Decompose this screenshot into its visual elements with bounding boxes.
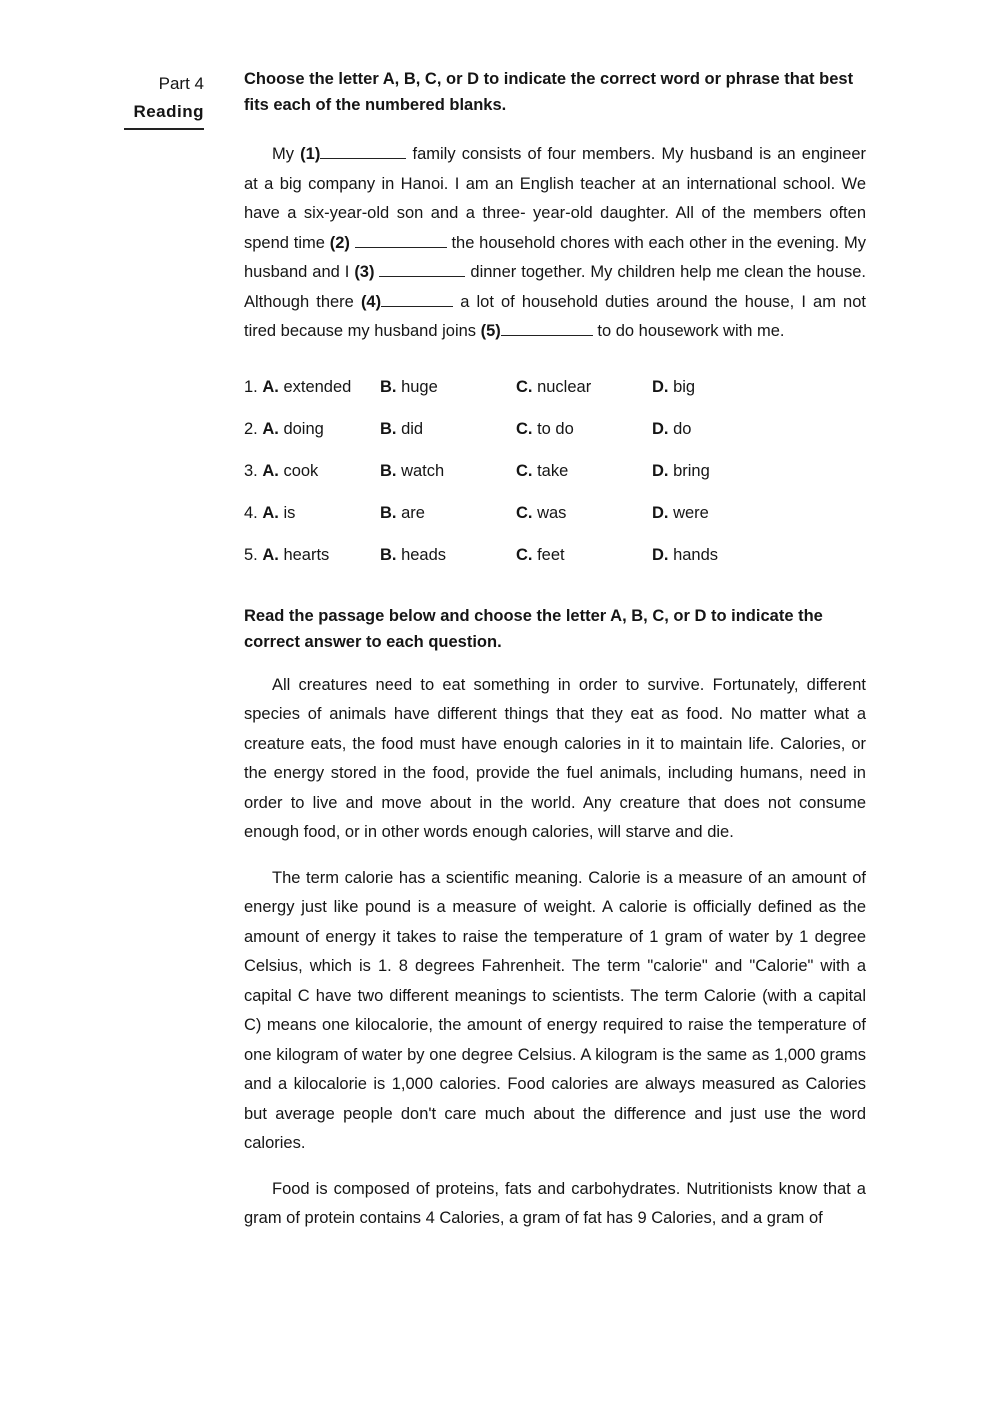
option-text: watch <box>396 462 445 480</box>
option-d[interactable] <box>652 462 788 481</box>
option-letter: C. <box>516 504 533 522</box>
option-a[interactable] <box>244 378 380 397</box>
part-number: Part 4 <box>158 74 204 93</box>
instruction-2: Read the passage below and choose the letter A, B, C, or D to indicate the correct answer to each question. <box>244 606 823 651</box>
option-b[interactable] <box>380 378 516 397</box>
option-d[interactable] <box>652 504 788 523</box>
question-row <box>244 451 866 493</box>
option-text: nuclear <box>532 378 592 396</box>
part-label <box>124 70 204 130</box>
option-text: take <box>532 462 569 480</box>
section-title: Reading <box>124 98 204 130</box>
option-letter: D. <box>652 504 669 522</box>
option-c[interactable] <box>516 462 652 481</box>
paragraph-3: Food is composed of proteins, fats and carbohydrates. Nutritionists know that a gram of protein contains 4 Calories, a gram of fat has 9 Calories, and a gram of <box>244 1179 866 1227</box>
option-a[interactable] <box>244 462 380 481</box>
option-c[interactable] <box>516 378 652 397</box>
passage-text: a lot of household duties around the house, I am not tired because my husband joins <box>244 292 866 340</box>
option-a[interactable] <box>244 420 380 439</box>
blank-number: (3) <box>354 263 375 281</box>
blank-line[interactable] <box>379 262 465 277</box>
option-text: hands <box>668 546 719 564</box>
option-b[interactable] <box>380 462 516 481</box>
passage-text: My <box>272 145 301 163</box>
option-b[interactable] <box>380 504 516 523</box>
question-number: 1. <box>244 378 258 396</box>
option-letter: A. <box>262 462 279 480</box>
option-letter: C. <box>516 546 533 564</box>
paragraph-1: All creatures need to eat something in order to survive. Fortunately, different species of animals have different things that they eat as food. No matter what a creature eats, the food must have enough calories in it to maintain life. Calories, or the energy stored in the food, provide the fuel animals, including humans, need in order to live and move about in the world. Any creature that does not consume enough food, or in other words enough calories, will starve and die. <box>244 675 866 841</box>
passage-text: family consists of four members. My husband is an engineer at a big company in Hanoi. I am an English teacher at an international school. We have a six-year-old son and a three- year-old daughter. All of the members often spend time <box>244 145 866 252</box>
instruction-1: Choose the letter A, B, C, or D to indicate the correct word or phrase that best fits each of the numbered blanks. <box>244 70 854 114</box>
option-text: cook <box>278 462 319 480</box>
spacer <box>244 655 866 671</box>
option-text: was <box>532 504 567 522</box>
option-letter: A. <box>262 504 279 522</box>
blank-number: (5) <box>480 322 501 340</box>
option-text: bring <box>668 462 710 480</box>
option-c[interactable] <box>516 504 652 523</box>
question-number: 3. <box>244 462 258 480</box>
option-text: doing <box>278 420 324 438</box>
option-text: are <box>396 504 425 522</box>
spacer <box>244 1159 866 1175</box>
question-row <box>244 535 866 577</box>
reading-section <box>244 603 866 1234</box>
blank-line[interactable] <box>320 144 406 159</box>
option-d[interactable] <box>652 420 788 439</box>
question-row <box>244 409 866 451</box>
question-number: 2. <box>244 420 258 438</box>
worksheet-content <box>244 66 866 1234</box>
blank-line[interactable] <box>501 321 593 336</box>
option-text: extended <box>278 378 352 396</box>
option-b[interactable] <box>380 546 516 565</box>
option-letter: C. <box>516 420 533 438</box>
option-c[interactable] <box>516 546 652 565</box>
option-letter: A. <box>262 420 279 438</box>
passage-text: to do housework with me. <box>592 322 785 340</box>
question-row <box>244 367 866 409</box>
option-text: do <box>668 420 692 438</box>
question-number: 4. <box>244 504 258 522</box>
blank-number: (1) <box>300 145 321 163</box>
paragraph-2: The term calorie has a scientific meaning. Calorie is a measure of an amount of energy just like pound is a measure of weight. A calorie is officially defined as the amount of energy it takes to raise the temperature of 1 gram of water by 1 degree Celsius, which is 1. 8 degrees Fahrenheit. The term "calorie" and "Calorie" with a capital C have two different meanings to scientists. The term Calorie (with a capital C) means one kilocalorie, the amount of energy required to raise the temperature of one kilogram of water by one degree Celsius. A kilogram is the same as 1,000 grams and a kilocalorie is 1,000 calories. Food calories are always measured as Calories but average people don't care much about the difference and just use the word calories. <box>244 868 866 1152</box>
answer-options <box>244 367 866 577</box>
blank-line[interactable] <box>355 233 447 248</box>
option-letter: C. <box>516 378 533 396</box>
question-row <box>244 493 866 535</box>
spacer <box>244 848 866 864</box>
option-text: feet <box>532 546 565 564</box>
option-text: heads <box>396 546 447 564</box>
option-text: big <box>668 378 696 396</box>
option-text: hearts <box>278 546 330 564</box>
option-a[interactable] <box>244 546 380 565</box>
option-text: to do <box>532 420 574 438</box>
option-text: were <box>668 504 709 522</box>
blank-number: (4) <box>360 292 382 311</box>
option-c[interactable] <box>516 420 652 439</box>
option-letter: D. <box>652 378 669 396</box>
option-letter: A. <box>262 378 279 396</box>
option-letter: D. <box>652 546 669 564</box>
option-letter: B. <box>380 504 397 522</box>
option-letter: C. <box>516 462 533 480</box>
blank-line[interactable] <box>381 292 453 307</box>
option-text: huge <box>396 378 438 396</box>
option-letter: D. <box>652 462 669 480</box>
option-d[interactable] <box>652 378 788 397</box>
cloze-passage <box>244 140 866 347</box>
question-number: 5. <box>244 546 258 564</box>
option-d[interactable] <box>652 546 788 565</box>
option-letter: B. <box>380 378 397 396</box>
passage-text: dinner together. My children help me clean the house. Although there <box>244 263 866 311</box>
option-letter: B. <box>380 420 397 438</box>
option-a[interactable] <box>244 504 380 523</box>
option-text: is <box>278 504 296 522</box>
option-letter: B. <box>380 462 397 480</box>
blank-number: (2) <box>329 233 350 252</box>
passage-text: the household chores with each other in the evening. My husband and I <box>244 233 867 281</box>
option-letter: A. <box>262 546 279 564</box>
option-letter: B. <box>380 546 397 564</box>
option-text: did <box>396 420 424 438</box>
option-b[interactable] <box>380 420 516 439</box>
option-letter: D. <box>652 420 669 438</box>
